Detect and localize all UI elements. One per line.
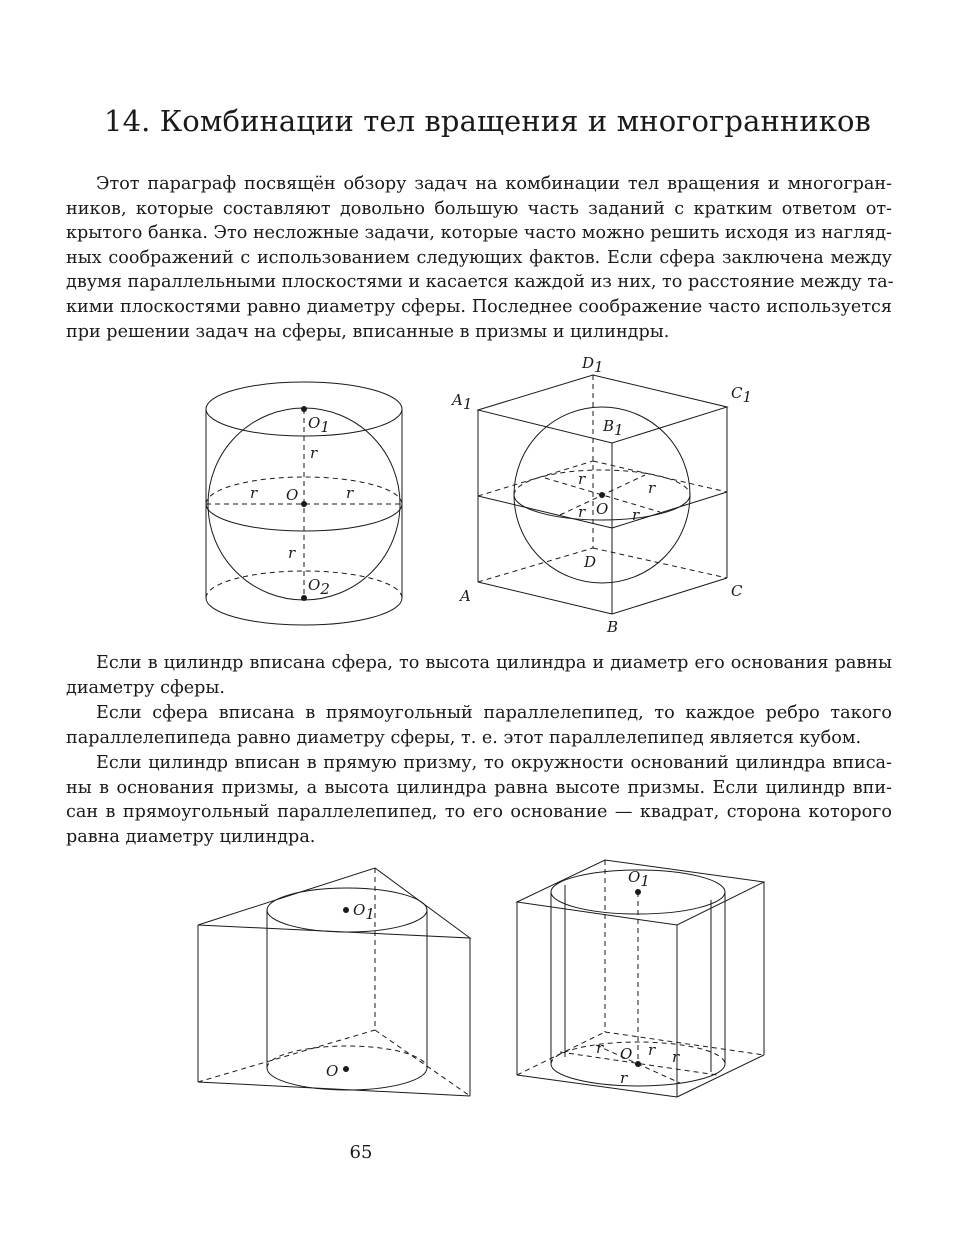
label-r-3: r: [672, 1048, 680, 1066]
point-o2: [301, 595, 307, 601]
figure-cylinder-in-triangular-prism: [190, 855, 490, 1105]
point-o1: [343, 907, 349, 913]
text-line: кими плоскостями равно диаметру сферы. Последнее соображение часто используется: [66, 296, 892, 317]
figure-sphere-in-cube: [445, 350, 755, 640]
cylinder-bottom-back: [267, 1046, 427, 1068]
cylinder-prism-diagram: [190, 855, 490, 1105]
section-title: 14. Комбинации тел вращения и многогранников: [104, 104, 871, 138]
cylinder-sphere-paragraph: [66, 651, 892, 700]
text-line: равна диаметру цилиндра.: [66, 826, 316, 847]
text-line: Если цилиндр вписан в прямую призму, то окружности оснований цилиндра вписа-: [96, 753, 892, 773]
label-d1: D1: [582, 354, 604, 376]
text-line: параллелепипеда равно диаметру сферы, т. е. этот параллелепипед является кубом.: [66, 727, 862, 748]
point-o: [599, 492, 605, 498]
label-o: O: [620, 1045, 633, 1063]
text-line: диаметру сферы.: [66, 677, 225, 698]
sphere-cylinder-diagram: [195, 380, 420, 625]
label-r-4: r: [632, 506, 640, 524]
text-line: при решении задач на сферы, вписанные в призмы и цилиндры.: [66, 321, 670, 342]
label-r-bottom: r: [288, 544, 296, 562]
text-line: двумя параллельными плоскостями и касается каждой из них, то расстояние между та-: [66, 272, 894, 293]
point-o1: [301, 406, 307, 412]
point-o: [301, 501, 307, 507]
edge-ab: [478, 582, 612, 614]
text-line: ны в основания призмы, а высота цилиндра равна высоте призмы. Если цилиндр впи-: [66, 777, 892, 798]
label-b: B: [607, 618, 619, 636]
box-bottom-right: [677, 1055, 764, 1097]
page-number: 65: [349, 1142, 373, 1163]
label-c1: C1: [731, 384, 753, 406]
text-line: Если в цилиндр вписана сфера, то высота цилиндра и диаметр его основания равны: [96, 653, 892, 673]
cylinder-prism-paragraph: [66, 751, 892, 849]
label-o1: O1: [308, 414, 330, 436]
edge-dc: [593, 548, 727, 578]
label-a: A: [460, 587, 471, 605]
text-line: крытого банка. Это несложные задачи, которые часто можно решить исходя из нагляд-: [66, 223, 892, 244]
label-o: O: [326, 1062, 339, 1080]
cylinder-bottom-front: [206, 598, 402, 625]
point-o: [343, 1066, 349, 1072]
prism-bottom-front: [198, 1082, 470, 1096]
text-line: Если сфера вписана в прямоугольный параллелепипед, то каждое ребро такого: [96, 703, 892, 723]
figure-cylinder-in-parallelepiped: [510, 850, 780, 1100]
label-r-2: r: [648, 1041, 656, 1059]
figure-sphere-in-cylinder: [195, 380, 420, 625]
label-c: C: [731, 582, 743, 600]
cylinder-box-diagram: [510, 850, 780, 1100]
text-line: ных соображений с использованием следующих фактов. Если сфера заключена между: [66, 247, 892, 268]
label-o2: O2: [308, 576, 330, 598]
label-r-left: r: [250, 484, 258, 502]
mid-front-left: [478, 496, 612, 528]
text-line: сан в прямоугольный параллелепипед, то его основание — квадрат, сторона которого: [66, 802, 892, 823]
prism-bottom-back-left: [198, 1030, 375, 1082]
box-bottom-back-left: [517, 1032, 605, 1075]
label-a1: A1: [452, 391, 473, 413]
intro-paragraph: [66, 172, 892, 344]
label-o1: O1: [353, 901, 375, 923]
cylinder-bottom-front: [551, 1064, 725, 1086]
label-o: O: [596, 500, 609, 518]
sphere-cube-diagram: [445, 350, 755, 640]
label-d: D: [584, 553, 597, 571]
label-r-1: r: [596, 1039, 604, 1057]
edge-bc: [612, 578, 727, 614]
label-b1: B1: [603, 417, 624, 439]
label-o1: O1: [628, 868, 650, 890]
label-r-1: r: [578, 470, 586, 488]
label-r-3: r: [578, 503, 586, 521]
text-line: ников, которые составляют довольно большую часть заданий с кратким ответом от-: [66, 198, 892, 219]
label-r-4: r: [620, 1069, 628, 1087]
sphere-equator-back: [514, 470, 690, 495]
prism-bottom-back-right: [375, 1030, 470, 1096]
label-r-top: r: [310, 444, 318, 462]
label-o: O: [286, 486, 299, 504]
prism-top-face: [198, 868, 470, 938]
label-r-right: r: [346, 484, 354, 502]
mid-front-right: [612, 492, 727, 528]
cube-sphere-paragraph: [66, 701, 892, 750]
label-r-2: r: [648, 479, 656, 497]
point-o: [635, 1061, 641, 1067]
text-line: Этот параграф посвящён обзору задач на комбинации тел вращения и многогран-: [96, 174, 892, 194]
